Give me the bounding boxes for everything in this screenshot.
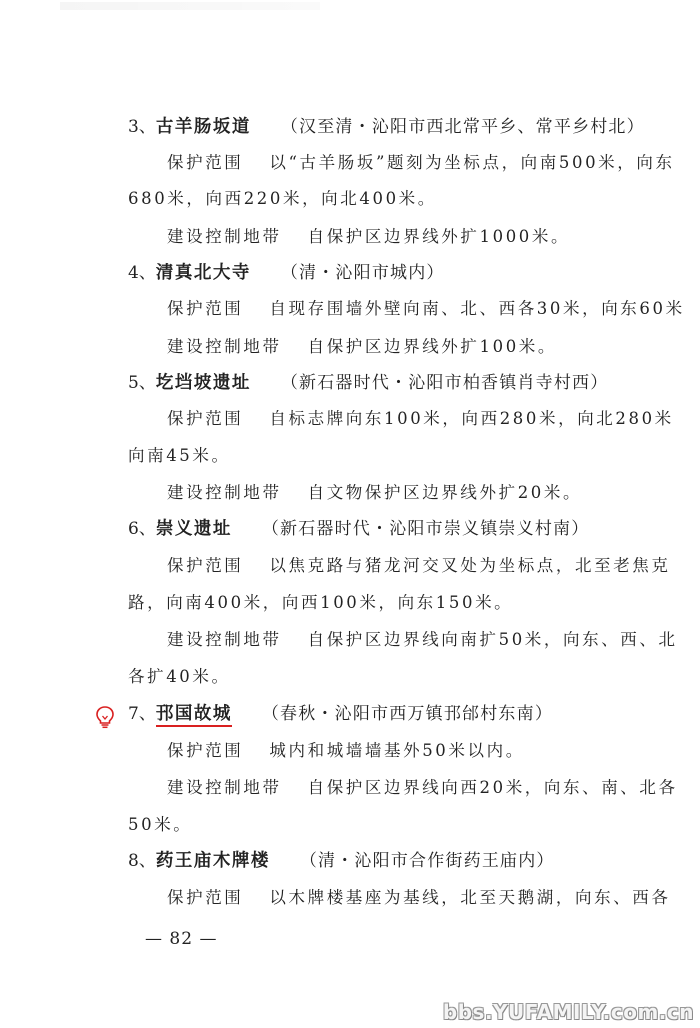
entry-number: 3、 [128, 117, 156, 137]
protect-text: 以木牌楼基座为基线，北至天鹅湖，向东、西各 [269, 888, 671, 907]
entry-7-control-cont [128, 814, 192, 836]
protect-label: 保护范围 [167, 741, 244, 760]
entry-title-underlined[interactable]: 邘国故城 [156, 704, 232, 727]
protect-text: 自标志牌向东100米，向西280米，向北280米 [269, 409, 674, 428]
entry-4-protect [167, 298, 685, 320]
entry-3-protect-cont [128, 188, 437, 210]
protect-label: 保护范围 [167, 409, 244, 428]
entry-6-control [167, 629, 678, 651]
lightbulb-icon[interactable] [94, 705, 116, 729]
entry-4-control [167, 336, 557, 358]
control-text: 自文物保护区边界线外扩20米。 [307, 483, 583, 502]
entry-5-heading [128, 372, 608, 394]
protect-text: 路，向南400米，向西100米，向东150米。 [128, 593, 514, 612]
entry-number: 7、 [128, 704, 156, 724]
protect-label: 保护范围 [167, 888, 244, 907]
entry-number: 5、 [128, 373, 156, 393]
scan-artifact [60, 2, 320, 10]
entry-6-protect [167, 555, 671, 577]
entry-note: （春秋・沁阳市西万镇邘邰村东南） [261, 704, 554, 724]
control-label: 建设控制地带 [167, 227, 282, 246]
protect-text: 向南45米。 [128, 446, 231, 465]
page-number: — 82 — [145, 929, 218, 949]
entry-8-heading [128, 850, 555, 872]
entry-5-protect [167, 408, 674, 430]
protect-label: 保护范围 [167, 556, 244, 575]
entry-note: （清・沁阳市合作街药王庙内） [299, 851, 555, 871]
protect-label: 保护范围 [167, 153, 244, 172]
entry-note: （新石器时代・沁阳市崇义镇崇义村南） [261, 519, 590, 539]
protect-text: 680米，向西220米，向北400米。 [128, 189, 437, 208]
protect-text: 自现存围墙外壁向南、北、西各30米，向东60米 [269, 299, 685, 318]
control-text: 自保护区边界线外扩100米。 [307, 337, 558, 356]
control-text: 自保护区边界线外扩1000米。 [307, 227, 571, 246]
entry-note: （新石器时代・沁阳市柏香镇肖寺村西） [280, 373, 609, 393]
entry-5-protect-cont [128, 445, 231, 467]
control-label: 建设控制地带 [167, 630, 282, 649]
entry-4-heading [128, 262, 445, 284]
control-label: 建设控制地带 [167, 483, 282, 502]
entry-3-protect [167, 152, 675, 174]
entry-3-heading [128, 116, 645, 138]
entry-note: （汉至清・沁阳市西北常平乡、常平乡村北） [280, 117, 645, 137]
entry-note: （清・沁阳市城内） [280, 263, 445, 283]
entry-title: 古羊肠坂道 [155, 117, 251, 137]
entry-title: 崇义遗址 [155, 519, 232, 539]
entry-5-control [167, 482, 582, 504]
entry-7-protect [167, 740, 525, 762]
control-text: 自保护区边界线向西20米，向东、南、北各 [307, 778, 678, 797]
entry-6-protect-cont [128, 592, 513, 614]
control-text: 各扩40米。 [128, 667, 231, 686]
entry-title: 圪垱坡遗址 [155, 373, 251, 393]
protect-text: 城内和城墙墙基外50米以内。 [269, 741, 525, 760]
protect-label: 保护范围 [167, 299, 244, 318]
entry-6-control-cont [128, 666, 231, 688]
entry-number: 6、 [128, 519, 156, 539]
entry-6-heading [128, 518, 589, 540]
entry-3-control [167, 226, 570, 248]
entry-title: 药王庙木牌楼 [155, 851, 270, 871]
entry-number: 4、 [128, 263, 156, 283]
entry-8-protect [167, 887, 671, 909]
protect-text: 以“古羊肠坂”题刻为坐标点，向南500米，向东 [269, 153, 675, 172]
entry-7-control [167, 777, 678, 799]
watermark: bbs.YUFAMILY.com.cn [442, 1000, 694, 1024]
control-text: 50米。 [128, 815, 193, 834]
control-label: 建设控制地带 [167, 778, 282, 797]
protect-text: 以焦克路与猪龙河交叉处为坐标点，北至老焦克 [269, 556, 671, 575]
entry-7-heading [128, 703, 553, 725]
control-label: 建设控制地带 [167, 337, 282, 356]
entry-number: 8、 [128, 851, 156, 871]
control-text: 自保护区边界线向南扩50米，向东、西、北 [307, 630, 678, 649]
entry-title: 清真北大寺 [155, 263, 251, 283]
